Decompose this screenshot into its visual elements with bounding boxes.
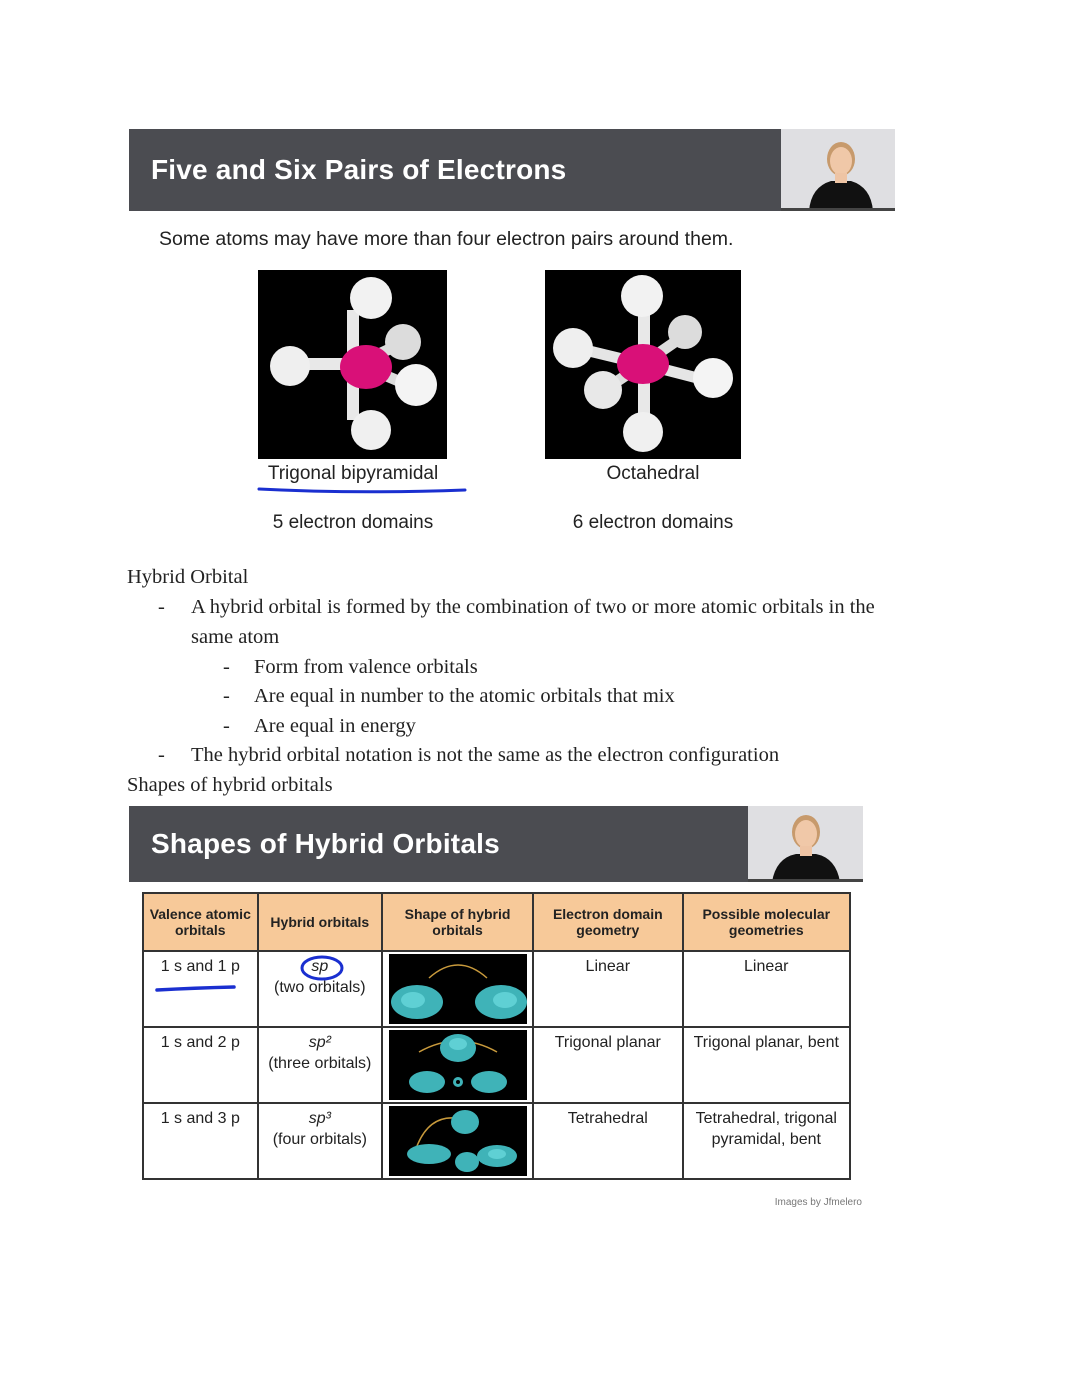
hybrid-notation: sp — [311, 958, 329, 975]
bullet-dash: - — [158, 596, 165, 618]
header-molecular-geometry: Possible molecular geometries — [683, 893, 850, 951]
cell-molecular-geometry: Tetrahedral, trigonal pyramidal, bent — [683, 1103, 850, 1179]
sp2-orbital-image — [389, 1030, 527, 1100]
header-valence: Valence atomic orbitals — [143, 893, 258, 951]
notes-heading-shapes: Shapes of hybrid orbitals — [127, 774, 333, 796]
orbital-count: (three orbitals) — [268, 1055, 372, 1072]
bullet-dash: - — [158, 744, 165, 766]
cell-shape — [382, 1103, 533, 1179]
sub-bullet-dash: - — [223, 715, 230, 737]
hybrid-orbitals-table — [142, 892, 851, 1180]
octahedral-model — [545, 270, 741, 459]
hybrid-notation: sp³ — [308, 1110, 331, 1127]
slide-title: Five and Six Pairs of Electrons — [151, 154, 567, 185]
bullet-hybrid-definition-cont: same atom — [191, 626, 280, 648]
label-octahedral: Octahedral — [606, 463, 700, 484]
slide-title: Shapes of Hybrid Orbitals — [151, 828, 500, 859]
presenter-video-thumbnail — [748, 806, 863, 882]
label-trigonal-bipyramidal: Trigonal bipyramidal — [267, 463, 439, 484]
notes-heading: Hybrid Orbital — [127, 566, 249, 588]
slide-subtitle: Some atoms may have more than four electron pairs around them. — [159, 228, 734, 250]
sub-bullet-energy: Are equal in energy — [254, 715, 416, 737]
cell-valence: 1 s and 1 p — [143, 951, 258, 1027]
orbital-count: (four orbitals) — [272, 1131, 367, 1148]
slide-banner-hybrid-shapes — [129, 806, 863, 882]
ink-underline — [154, 984, 238, 994]
ink-underline — [256, 484, 468, 496]
slide-banner-electrons — [129, 129, 895, 211]
cell-molecular-geometry: Linear — [683, 951, 850, 1027]
bullet-hybrid-definition: A hybrid orbital is formed by the combination of two or more atomic orbitals in the — [191, 596, 875, 618]
cell-shape — [382, 1027, 533, 1103]
domains-6: 6 electron domains — [572, 512, 734, 533]
cell-valence: 1 s and 3 p — [143, 1103, 258, 1179]
table-header-row — [143, 893, 850, 951]
header-hybrid: Hybrid orbitals — [258, 893, 383, 951]
cell-hybrid — [258, 951, 383, 1027]
cell-hybrid — [258, 1027, 383, 1103]
presenter-video-thumbnail — [781, 129, 895, 211]
header-shape: Shape of hybrid orbitals — [382, 893, 533, 951]
ink-circle — [297, 954, 347, 982]
cell-domain-geometry: Linear — [533, 951, 683, 1027]
sub-bullet-number: Are equal in number to the atomic orbitals that mix — [254, 685, 675, 707]
image-credit: Images by Jfmelero — [774, 1197, 862, 1208]
orbital-count: (two orbitals) — [274, 979, 366, 996]
bullet-notation: The hybrid orbital notation is not the same as the electron configuration — [191, 744, 780, 766]
cell-domain-geometry: Tetrahedral — [533, 1103, 683, 1179]
cell-hybrid — [258, 1103, 383, 1179]
cell-domain-geometry: Trigonal planar — [533, 1027, 683, 1103]
sub-bullet-valence: Form from valence orbitals — [254, 656, 478, 678]
domains-5: 5 electron domains — [272, 512, 434, 533]
cell-valence: 1 s and 2 p — [143, 1027, 258, 1103]
table-row — [143, 951, 850, 1027]
notes-section — [127, 566, 967, 802]
cell-shape — [382, 951, 533, 1027]
table-row — [143, 1103, 850, 1179]
trigonal-bipyramidal-model — [258, 270, 447, 459]
hybrid-notation: sp² — [308, 1034, 331, 1051]
sp3-orbital-image — [389, 1106, 527, 1176]
header-domain-geometry: Electron domain geometry — [533, 893, 683, 951]
sp-orbital-image — [389, 954, 527, 1024]
table-row — [143, 1027, 850, 1103]
sub-bullet-dash: - — [223, 656, 230, 678]
cell-molecular-geometry: Trigonal planar, bent — [683, 1027, 850, 1103]
sub-bullet-dash: - — [223, 685, 230, 707]
